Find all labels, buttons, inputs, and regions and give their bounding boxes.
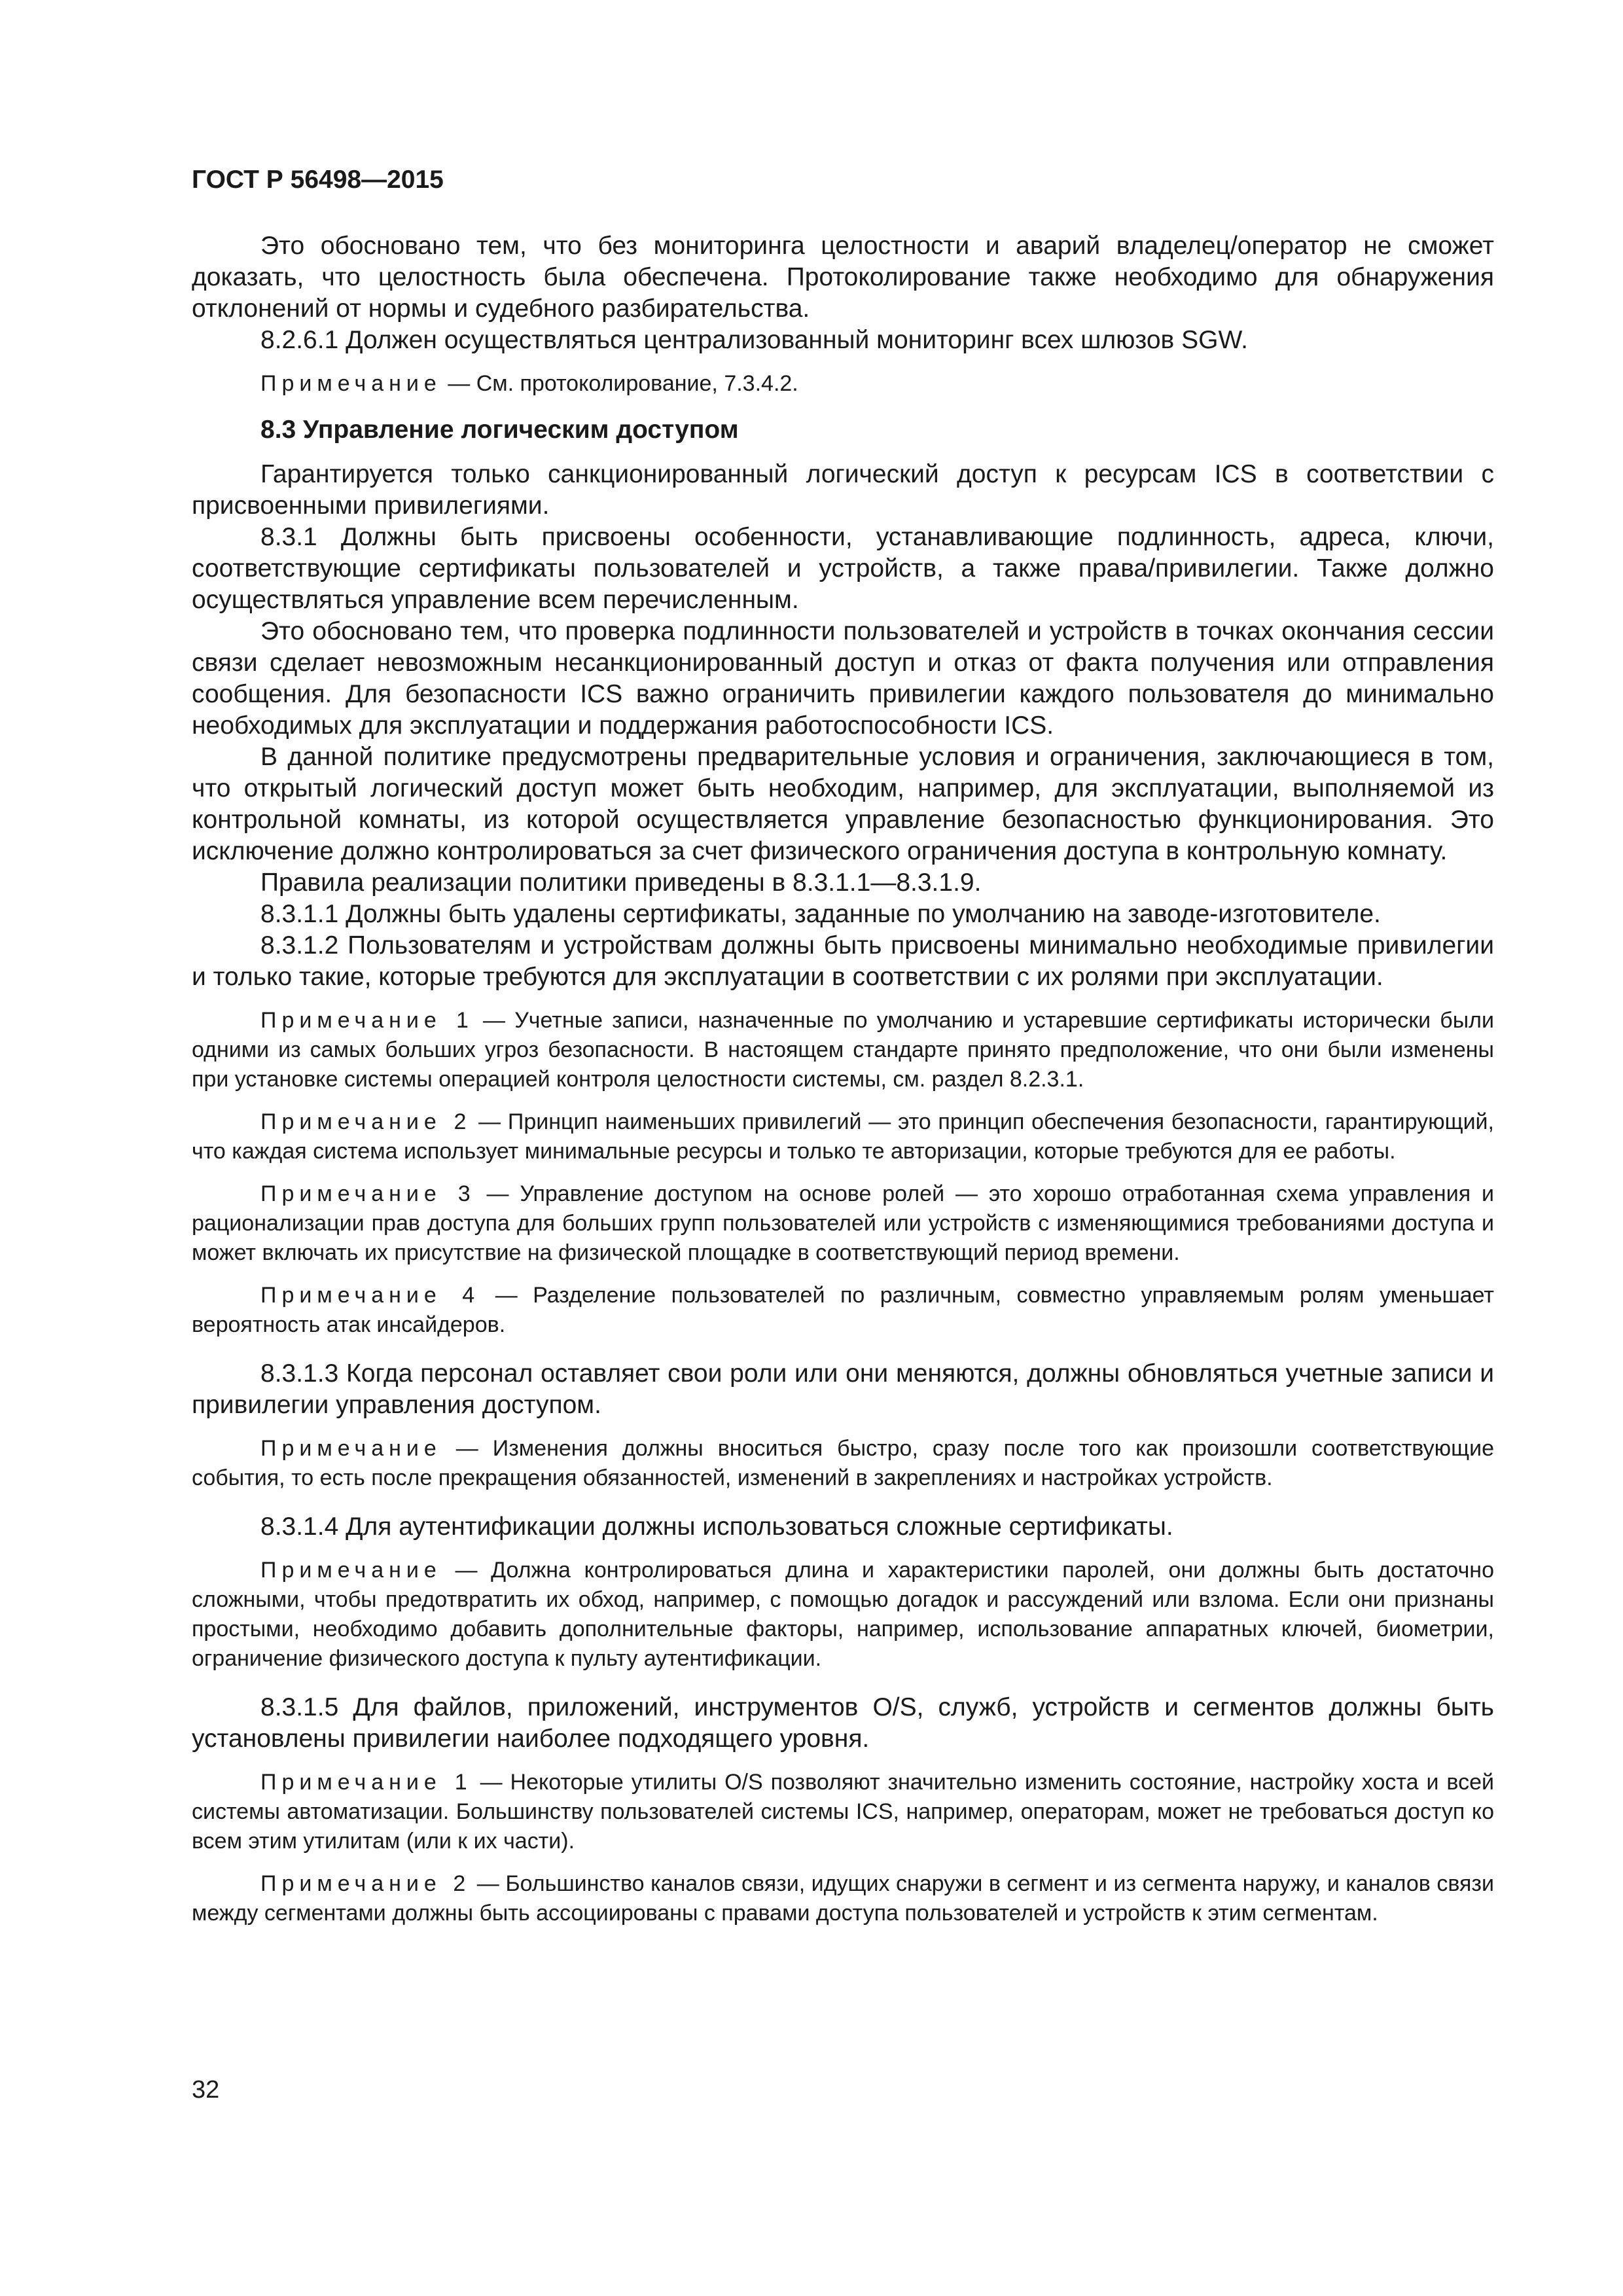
paragraph: Это обосновано тем, что без мониторинга целостности и аварий владелец/оператор не сможет доказать, что целостность была обеспечена. Протоколирование также необходимо для обнаружения отклонений от нормы и судебного разбирательства. <box>192 232 1494 323</box>
clause-8-3-1-5: 8.3.1.5 Для файлов, приложений, инструментов O/S, служб, устройств и сегментов должны быть установлены привилегии наиболее подходящего уровня. <box>192 1693 1494 1753</box>
note <box>192 1768 1494 1856</box>
note-label: Примечание <box>260 1436 442 1461</box>
note-text: — Учетные записи, назначенные по умолчанию и устаревшие сертификаты исторически были одними из самых больших угроз безопасности. В настоящем стандарте принято предположение, что они были изменены при установке системы операцией контроля целостности системы, см. раздел 8.2.3.1. <box>192 1008 1494 1092</box>
paragraph: В данной политике предусмотрены предварительные условия и ограничения, заключающиеся в том, что открытый логический доступ может быть необходим, например, для эксплуатации, выполняемой из контрольной комнаты, из которой осуществляется управление безопасностью функционирования. Это исключение должно контролироваться за счет физического ограничения доступа в контрольную комнату. <box>192 743 1494 865</box>
paragraph: Правила реализации политики приведены в 8.3.1.1—8.3.1.9. <box>260 869 982 897</box>
note-text: — См. протоколирование, 7.3.4.2. <box>441 371 798 396</box>
note-text: — Принцип наименьших привилегий — это принцип обеспечения безопасности, гарантирующий, что каждая система использует минимальные ресурсы и только те авторизации, которые требуются для ее работы. <box>192 1109 1494 1164</box>
page-number: 32 <box>192 2076 220 2104</box>
note-label: Примечание 1 <box>260 1008 474 1033</box>
note-label: Примечание <box>260 1558 442 1583</box>
note-text: — Изменения должны вноситься быстро, сразу после того как произошли соответствующие события, то есть после прекращения обязанностей, изменений в закреплениях и настройках устройств. <box>192 1436 1494 1490</box>
note-text: — Должна контролироваться длина и характеристики паролей, они должны быть достаточно сложными, чтобы предотвратить их обход, например, с помощью догадок и рассуждений или взлома. Если они признаны простыми, необходимо добавить дополнительные факторы, например, использование аппаратных ключей, биометрии, ограничение физического доступа к пульту аутентификации. <box>192 1558 1494 1671</box>
clause-8-3-1-3: 8.3.1.3 Когда персонал оставляет свои роли или они меняются, должны обновляться учетные записи и привилегии управления доступом. <box>192 1359 1494 1419</box>
section-heading-8-3: 8.3 Управление логическим доступом <box>260 416 739 444</box>
clause-8-2-6-1: 8.2.6.1 Должен осуществляться централизованный мониторинг всех шлюзов SGW. <box>260 326 1248 354</box>
note <box>192 1107 1494 1166</box>
note-text: — Некоторые утилиты O/S позволяют значительно изменить состояние, настройку хоста и всей системы автоматизации. Большинству пользователей системы ICS, например, операторам, может не требоваться доступ ко всем этим утилитам (или к их части). <box>192 1770 1494 1854</box>
paragraph: Это обосновано тем, что проверка подлинности пользователей и устройств в точках окончания сессии связи сделает невозможным несанкционированный доступ и отказ от факта получения или отправления сообщения. Для безопасности ICS важно ограничить привилегии каждого пользователя до минимально необходимых для эксплуатации и поддержания работоспособности ICS. <box>192 617 1494 740</box>
note <box>192 369 1494 399</box>
note-text: — Разделение пользователей по различным, совместно управляемым ролям уменьшает вероятность атак инсайдеров. <box>192 1283 1494 1337</box>
clause-8-3-1-4: 8.3.1.4 Для аутентификации должны использоваться сложные сертификаты. <box>260 1513 1173 1541</box>
note <box>192 1281 1494 1340</box>
document-id-header: ГОСТ Р 56498—2015 <box>192 166 444 194</box>
note <box>192 1434 1494 1493</box>
note <box>192 1179 1494 1268</box>
note-label: Примечание 2 <box>260 1871 471 1896</box>
note-text: — Большинство каналов связи, идущих снаружи в сегмент и из сегмента наружу, и каналов связи между сегментами должны быть ассоциированы с правами доступа пользователей и устройств к этим сегментам. <box>192 1871 1494 1926</box>
note-text: — Управление доступом на основе ролей — это хорошо отработанная схема управления и рационализации прав доступа для больших групп пользователей или устройств с изменяющимися требованиями доступа и может включать их присутствие на физической площадке в соответствующий период времени. <box>192 1181 1494 1265</box>
note-label: Примечание 4 <box>260 1283 480 1308</box>
clause-8-3-1-2: 8.3.1.2 Пользователям и устройствам должны быть присвоены минимально необходимые привилегии и только такие, которые требуются для эксплуатации в соответствии с их ролями при эксплуатации. <box>192 931 1494 991</box>
note-label: Примечание 2 <box>260 1109 472 1134</box>
clause-8-3-1-1: 8.3.1.1 Должны быть удалены сертификаты, заданные по умолчанию на заводе-изготовителе. <box>260 900 1381 928</box>
paragraph: Гарантируется только санкционированный логический доступ к ресурсам ICS в соответствии с присвоенными привилегиями. <box>192 460 1494 520</box>
note <box>192 1869 1494 1928</box>
note <box>192 1556 1494 1674</box>
note-label: Примечание 3 <box>260 1181 476 1206</box>
note <box>192 1006 1494 1094</box>
note-label: Примечание <box>260 371 442 396</box>
clause-8-3-1: 8.3.1 Должны быть присвоены особенности, устанавливающие подлинность, адреса, ключи, соответствующие сертификаты пользователей и устройств, а также права/привилегии. Также должно осуществляться управление всем перечисленным. <box>192 523 1494 614</box>
note-label: Примечание 1 <box>260 1770 473 1795</box>
document-page <box>192 164 1494 1928</box>
